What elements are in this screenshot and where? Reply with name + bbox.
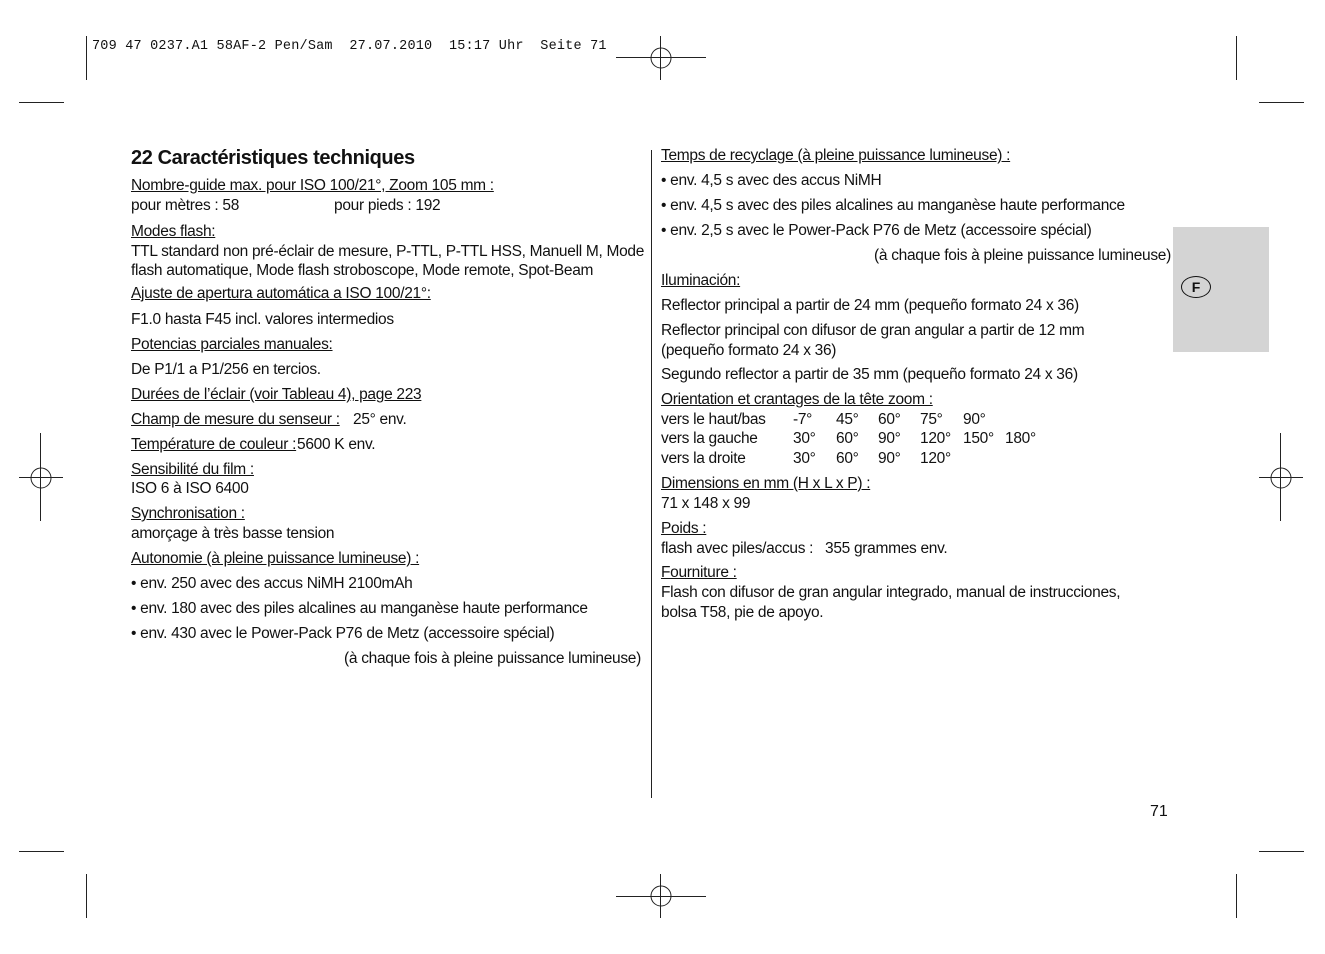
recycle-heading: Temps de recyclage (à pleine puissance lumineuse) : (661, 147, 1011, 164)
orientation-cell: 60° (878, 411, 901, 428)
left-column (131, 145, 651, 667)
autonomy-note: (à chaque fois à pleine puissance lumineuse) (344, 650, 641, 667)
partial-power-heading: Potencias parciales manuales: (131, 336, 333, 353)
crop-mark (19, 102, 64, 103)
crop-mark (86, 36, 87, 80)
aperture-heading: Ajuste de apertura automática a ISO 100/21°: (131, 285, 431, 302)
dimensions-heading: Dimensions en mm (H x L x P) : (661, 475, 871, 492)
orientation-cell: 180° (1005, 430, 1036, 447)
orientation-cell: 120° (920, 430, 951, 447)
guide-number-meters: pour mètres : 58 (131, 197, 240, 214)
aperture-value: F1.0 hasta F45 incl. valores intermedios (131, 311, 394, 328)
weight-heading: Poids : (661, 520, 707, 537)
autonomy-heading: Autonomie (à pleine puissance lumineuse) : (131, 550, 420, 567)
crop-mark (86, 874, 87, 918)
orientation-cell: 60° (836, 430, 859, 447)
film-speed-value: ISO 6 à ISO 6400 (131, 480, 249, 497)
autonomy-item: • env. 430 avec le Power-Pack P76 de Metz (accessoire spécial) (131, 625, 555, 642)
recycle-note: (à chaque fois à pleine puissance lumineuse) (874, 247, 1171, 264)
recycle-item: • env. 4,5 s avec des accus NiMH (661, 172, 882, 189)
flash-modes-line: TTL standard non pré-éclair de mesure, P-TTL, P-TTL HSS, Manuell M, Mode (131, 243, 645, 260)
recycle-item: • env. 4,5 s avec des piles alcalines au manganèse haute performance (661, 197, 1125, 214)
color-temp-label: Température de couleur : (131, 436, 297, 453)
illumination-line: Reflector principal a partir de 24 mm (pequeño formato 24 x 36) (661, 297, 1079, 314)
orientation-heading: Orientation et crantages de la tête zoom : (661, 391, 933, 408)
sensor-range-label: Champ de mesure du senseur : (131, 411, 340, 428)
sensor-range-value: 25° env. (353, 411, 407, 428)
sync-heading: Synchronisation : (131, 505, 245, 522)
registration-mark-icon (1269, 466, 1315, 512)
supply-line: bolsa T58, pie de apoyo. (661, 604, 824, 621)
registration-mark-icon (649, 46, 695, 92)
film-speed-heading: Sensibilité du film : (131, 461, 254, 478)
crop-mark (1236, 874, 1237, 918)
crop-mark (1236, 36, 1237, 80)
orientation-cell: 90° (963, 411, 986, 428)
crop-mark (19, 851, 64, 852)
orientation-row-label: vers le haut/bas (661, 411, 766, 428)
dimensions-value: 71 x 148 x 99 (661, 495, 751, 512)
language-badge: F (1181, 276, 1211, 298)
color-temp-value: 5600 K env. (297, 436, 376, 453)
illumination-line: Reflector principal con difusor de gran angular a partir de 12 mm (661, 322, 1085, 339)
orientation-cell: 150° (963, 430, 994, 447)
recycle-item: • env. 2,5 s avec le Power-Pack P76 de Metz (accessoire spécial) (661, 222, 1092, 239)
partial-power-value: De P1/1 a P1/256 en tercios. (131, 361, 321, 378)
orientation-cell: 90° (878, 450, 901, 467)
orientation-cell: -7° (793, 411, 813, 428)
supply-heading: Fourniture : (661, 564, 737, 581)
registration-mark-icon (29, 466, 75, 512)
flash-duration-link: Durées de l’éclair (voir Tableau 4), page 223 (131, 386, 422, 403)
guide-number-feet: pour pieds : 192 (334, 197, 441, 214)
supply-line: Flash con difusor de gran angular integrado, manual de instrucciones, (661, 584, 1121, 601)
orientation-cell: 90° (878, 430, 901, 447)
weight-value: 355 grammes env. (825, 540, 948, 557)
orientation-cell: 45° (836, 411, 859, 428)
autonomy-item: • env. 250 avec des accus NiMH 2100mAh (131, 575, 413, 592)
orientation-cell: 75° (920, 411, 943, 428)
registration-mark-icon (649, 884, 695, 930)
crop-mark (1259, 102, 1304, 103)
orientation-cell: 30° (793, 450, 816, 467)
section-title: 22 Caractéristiques techniques (131, 147, 415, 169)
guide-number-heading: Nombre-guide max. pour ISO 100/21°, Zoom 105 mm : (131, 177, 494, 194)
orientation-row-label: vers la droite (661, 450, 746, 467)
flash-modes-heading: Modes flash: (131, 223, 216, 240)
page-number: 71 (1150, 803, 1168, 820)
orientation-cell: 30° (793, 430, 816, 447)
crop-mark (1259, 851, 1304, 852)
orientation-row-label: vers la gauche (661, 430, 758, 447)
orientation-cell: 120° (920, 450, 951, 467)
orientation-cell: 60° (836, 450, 859, 467)
weight-label: flash avec piles/accus : (661, 540, 814, 557)
sync-value: amorçage à très basse tension (131, 525, 335, 542)
column-divider (651, 150, 652, 798)
illumination-line: Segundo reflector a partir de 35 mm (pequeño formato 24 x 36) (661, 366, 1078, 383)
illumination-line: (pequeño formato 24 x 36) (661, 342, 837, 359)
language-tab (1173, 227, 1269, 352)
autonomy-item: • env. 180 avec des piles alcalines au manganèse haute performance (131, 600, 588, 617)
flash-modes-line: flash automatique, Mode flash stroboscope, Mode remote, Spot-Beam (131, 262, 594, 279)
print-slug: 709 47 0237.A1 58AF-2 Pen/Sam 27.07.2010 15:17 Uhr Seite 71 (92, 39, 607, 54)
illumination-heading: Iluminación: (661, 272, 741, 289)
